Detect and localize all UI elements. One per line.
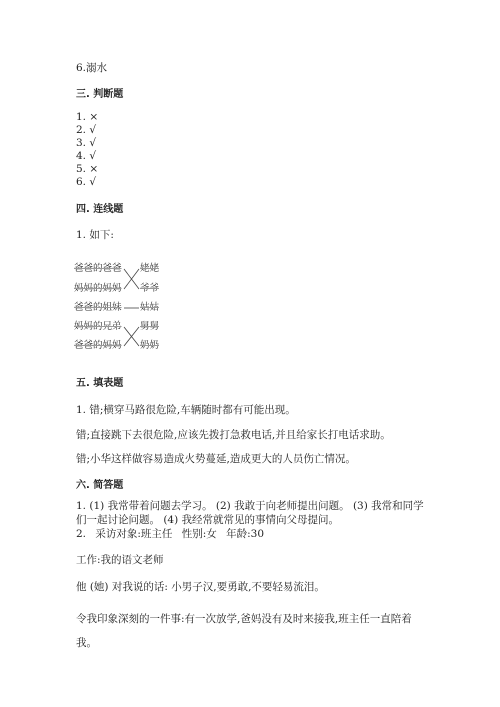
match-left-item: 妈妈的兄弟: [74, 321, 122, 332]
judge-answer: 6. √: [76, 176, 97, 188]
interview-work: 工作:我的语文老师: [76, 554, 164, 566]
judge-answer: 4. √: [76, 150, 97, 162]
match-left-item: 妈妈的妈妈: [74, 283, 122, 294]
match-right-item: 姥姥: [140, 263, 160, 274]
top-item: 6.溺水: [76, 62, 108, 74]
interview-memory: 令我印象深刻的一件事:有一次放学,爸妈没有及时来接我,班主任一直陪着: [76, 613, 412, 625]
match-left-item: 爸爸的爸爸: [74, 263, 122, 274]
match-right-item: 姑姑: [140, 302, 160, 313]
interview-memory-cont: 我。: [76, 637, 97, 649]
match-left-item: 爸爸的妈妈: [74, 340, 122, 351]
interview-said: 他 (她) 对我说的话: 小男子汉,要勇敢,不要轻易流泪。: [76, 581, 325, 593]
section-5-heading: 五. 填表题: [76, 378, 124, 389]
short-answer-q2: 2. 采访对象:班主任 性别:女 年龄:30: [76, 528, 265, 540]
fill-answer: 错;小华这样做容易造成火势蔓延,造成更大的人员伤亡情况。: [76, 453, 356, 465]
match-right-item: 舅舅: [140, 321, 160, 332]
match-left-item: 爸爸的姐妹: [74, 302, 122, 313]
match-right-item: 奶奶: [140, 340, 160, 351]
judge-answer: 3. √: [76, 137, 97, 149]
judge-answer: 5. ×: [76, 163, 99, 175]
matching-intro: 1. 如下:: [76, 229, 114, 241]
short-answer-q1: 1. (1) 我常带着问题去学习。 (2) 我敢于向老师提出问题。 (3) 我常和同学: [76, 500, 424, 512]
match-right-item: 爷爷: [140, 283, 160, 294]
short-answer-q1-cont: 们一起讨论问题。 (4) 我经常就常见的事情向父母提问。: [76, 514, 340, 526]
fill-answer: 1. 错;横穿马路很危险,车辆随时都有可能出现。: [76, 404, 296, 416]
section-4-heading: 四. 连线题: [76, 204, 124, 215]
section-6-heading: 六. 简答题: [76, 480, 124, 491]
fill-answer: 错;直接跳下去很危险,应该先拨打急救电话,并且给家长打电话求助。: [76, 429, 391, 441]
matching-lines: [74, 260, 194, 356]
matching-diagram: [74, 260, 194, 356]
judge-answer: 2. √: [76, 124, 97, 136]
judge-answer: 1. ×: [76, 111, 99, 123]
section-3-heading: 三. 判断题: [76, 89, 124, 100]
